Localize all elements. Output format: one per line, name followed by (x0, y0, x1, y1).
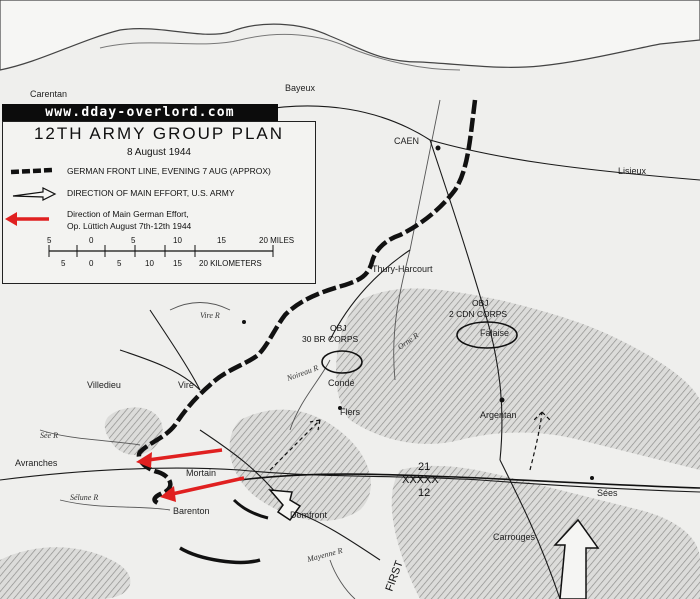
legend-box (2, 121, 316, 284)
legend-german-effort-line2: Op. Lüttich August 7th-12th 1944 (67, 221, 192, 231)
obj-2-line2: 2 CDN CORPS (449, 309, 508, 319)
boundary-mark: XXXXX (402, 474, 439, 486)
label-flers: Flers (340, 407, 360, 417)
label-avranches: Avranches (15, 458, 58, 468)
label-vire-river: Vire R (200, 311, 220, 320)
legend-front-line-text: GERMAN FRONT LINE, EVENING 7 AUG (APPROX) (67, 166, 271, 176)
label-carrouges: Carrouges (493, 532, 536, 542)
label-domfront: Domfront (290, 510, 328, 520)
german-arrow-south (172, 478, 244, 494)
label-caen: CAEN (394, 136, 420, 146)
scale-mi-1: 5 (47, 236, 52, 245)
site-banner: www.dday-overlord.com (2, 104, 278, 121)
scale-mi-5: 15 (217, 236, 226, 245)
scale-km-2: 0 (89, 259, 94, 268)
us-solid-arc-2 (234, 500, 268, 518)
label-vire: Vire (178, 380, 194, 390)
label-villedieu: Villedieu (87, 380, 121, 390)
obj-30-line2: 30 BR CORPS (302, 334, 359, 344)
label-thury-harcourt: Thury-Harcourt (372, 264, 433, 274)
obj-30-line1: OBJ (330, 323, 347, 333)
coastline (0, 0, 700, 70)
label-noireau-river: Noireau R (285, 363, 320, 383)
label-selune-river: Sélune R (70, 493, 99, 502)
legend-main-effort-text: DIRECTION OF MAIN EFFORT, U.S. ARMY (67, 188, 235, 198)
boundary-21: 21 (418, 461, 431, 473)
legend-title: 12TH ARMY GROUP PLAN (33, 124, 285, 143)
legend-date: 8 August 1944 (127, 147, 191, 158)
scale-km-3: 5 (117, 259, 122, 268)
obj-2-line1: OBJ (472, 298, 489, 308)
scale-km-6: 20 KILOMETERS (199, 259, 262, 268)
legend-german-effort-line1: Direction of Main German Effort, (67, 209, 189, 219)
legend-main-effort-symbol (13, 188, 55, 200)
legend-front-line-symbol (11, 170, 53, 172)
scale-bar (47, 236, 294, 268)
scale-km-4: 10 (145, 259, 154, 268)
scale-km-5: 15 (173, 259, 182, 268)
label-orne-river: Orne R (395, 330, 421, 352)
label-see-river: Sée R (40, 431, 58, 440)
us-solid-arc (180, 548, 260, 562)
scale-mi-6: 20 MILES (259, 236, 295, 245)
label-barenton: Barenton (173, 506, 210, 516)
scale-mi-2: 0 (89, 236, 94, 245)
label-lisieux: Lisieux (618, 166, 647, 176)
scale-mi-3: 5 (131, 236, 136, 245)
german-arrow-north (148, 450, 222, 460)
label-bayeux: Bayeux (285, 83, 316, 93)
label-first-army: FIRST (383, 559, 406, 594)
scale-km-1: 5 (61, 259, 66, 268)
label-carentan: Carentan (30, 89, 68, 99)
label-sees: Sées (597, 488, 618, 498)
label-mortain: Mortain (186, 468, 217, 478)
label-conde: Condé (328, 378, 355, 388)
label-mayenne-river: Mayenne R (306, 545, 344, 564)
boundary-12: 12 (418, 487, 431, 499)
scale-mi-4: 10 (173, 236, 182, 245)
label-argentan: Argentan (480, 410, 517, 420)
label-falaise: Falaise (480, 328, 510, 338)
